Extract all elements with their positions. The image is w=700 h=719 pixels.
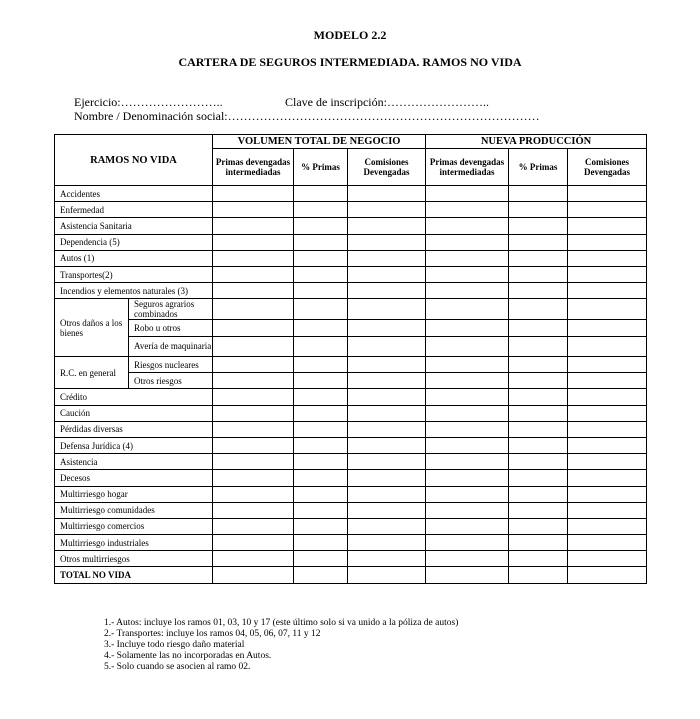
cell[interactable]	[213, 202, 294, 218]
row-label: Pérdidas diversas	[55, 421, 213, 437]
cell[interactable]	[568, 320, 647, 336]
cell[interactable]	[294, 283, 348, 299]
col-pct-header: % Primas	[509, 149, 568, 186]
cell[interactable]	[426, 389, 509, 405]
cell[interactable]	[348, 320, 426, 336]
cell[interactable]	[213, 186, 294, 202]
cell[interactable]	[348, 202, 426, 218]
cell[interactable]	[568, 299, 647, 320]
cell[interactable]	[568, 502, 647, 518]
row-label: Defensa Jurídica (4)	[55, 437, 213, 453]
cell[interactable]	[509, 421, 568, 437]
ejercicio-field: Ejercicio:……………………..	[74, 95, 223, 109]
cell[interactable]	[348, 283, 426, 299]
cell[interactable]	[294, 357, 348, 373]
table-row	[55, 234, 647, 250]
cell[interactable]	[568, 535, 647, 551]
row-label: Accidentes	[55, 186, 213, 202]
cell[interactable]	[426, 218, 509, 234]
footnote: 1.- Autos: incluye los ramos 01, 03, 10 y 17 (este último solo si va unido a la póliza de autos)	[104, 618, 459, 628]
cell[interactable]	[426, 202, 509, 218]
cell[interactable]	[568, 357, 647, 373]
row-label: Caución	[55, 405, 213, 421]
cell[interactable]	[348, 454, 426, 470]
cell[interactable]	[426, 320, 509, 336]
table-row	[55, 502, 647, 518]
cell[interactable]	[348, 266, 426, 282]
cell[interactable]	[213, 336, 294, 357]
cell[interactable]	[568, 454, 647, 470]
table-row	[55, 373, 647, 389]
table-row	[55, 535, 647, 551]
cell[interactable]	[213, 299, 294, 320]
cell[interactable]	[509, 518, 568, 534]
cell[interactable]	[426, 186, 509, 202]
row-label: TOTAL NO VIDA	[55, 567, 213, 583]
cell[interactable]	[426, 567, 509, 583]
table-row	[55, 250, 647, 266]
cell[interactable]	[509, 336, 568, 357]
nueva-produccion-header: NUEVA PRODUCCIÓN	[426, 135, 647, 149]
cell[interactable]	[213, 567, 294, 583]
cell[interactable]	[294, 389, 348, 405]
page-subtitle: CARTERA DE SEGUROS INTERMEDIADA. RAMOS NO VIDA	[178, 55, 522, 69]
table-row	[55, 320, 647, 336]
table-row	[55, 470, 647, 486]
cell[interactable]	[426, 299, 509, 320]
cell[interactable]	[348, 234, 426, 250]
cell[interactable]	[213, 405, 294, 421]
ramos-header: RAMOS NO VIDA	[55, 135, 213, 186]
cell[interactable]	[348, 421, 426, 437]
row-label: Transportes(2)	[55, 266, 213, 282]
cell[interactable]	[348, 502, 426, 518]
cell[interactable]	[509, 357, 568, 373]
cell[interactable]	[426, 373, 509, 389]
cell[interactable]	[509, 373, 568, 389]
col-primas-header: Primas devengadas intermediadas	[426, 149, 509, 186]
table-row	[55, 421, 647, 437]
row-label: Enfermedad	[55, 202, 213, 218]
cell[interactable]	[509, 320, 568, 336]
cell[interactable]	[213, 502, 294, 518]
group-label: R.C. en general	[55, 357, 129, 389]
cell[interactable]	[509, 283, 568, 299]
table-row	[55, 454, 647, 470]
cell[interactable]	[509, 567, 568, 583]
cell[interactable]	[213, 373, 294, 389]
table-row	[55, 437, 647, 453]
cell[interactable]	[426, 283, 509, 299]
cell[interactable]	[213, 234, 294, 250]
row-label: Multirriesgo industriales	[55, 535, 213, 551]
cell[interactable]	[294, 373, 348, 389]
cell[interactable]	[348, 551, 426, 567]
cell[interactable]	[348, 437, 426, 453]
page-title: MODELO 2.2	[313, 28, 387, 42]
cell[interactable]	[509, 454, 568, 470]
volumen-total-header: VOLUMEN TOTAL DE NEGOCIO	[213, 135, 426, 149]
cell[interactable]	[213, 437, 294, 453]
cell[interactable]	[509, 186, 568, 202]
cell[interactable]	[568, 234, 647, 250]
cell[interactable]	[294, 421, 348, 437]
cell[interactable]	[348, 357, 426, 373]
cell[interactable]	[568, 266, 647, 282]
total-row	[55, 567, 647, 583]
cell[interactable]	[426, 266, 509, 282]
footnote: 5.- Solo cuando se asocien al ramo 02.	[104, 662, 251, 672]
cell[interactable]	[509, 405, 568, 421]
cell[interactable]	[568, 551, 647, 567]
cell[interactable]	[426, 437, 509, 453]
cell[interactable]	[213, 389, 294, 405]
cell[interactable]	[568, 389, 647, 405]
cell[interactable]	[509, 470, 568, 486]
cell[interactable]	[426, 421, 509, 437]
table-row	[55, 486, 647, 502]
row-label: Autos (1)	[55, 250, 213, 266]
cell[interactable]	[213, 518, 294, 534]
row-label: Asistencia Sanitaria	[55, 218, 213, 234]
col-comisiones-header: Comisiones Devengadas	[348, 149, 426, 186]
footnote: 2.- Transportes: incluye los ramos 04, 05, 06, 07, 11 y 12	[104, 629, 321, 639]
cell[interactable]	[426, 454, 509, 470]
table-row	[55, 299, 647, 320]
row-label: Crédito	[55, 389, 213, 405]
cell[interactable]	[294, 186, 348, 202]
cell[interactable]	[426, 234, 509, 250]
cell[interactable]	[213, 320, 294, 336]
cell[interactable]	[426, 336, 509, 357]
cell[interactable]	[348, 518, 426, 534]
cell[interactable]	[426, 405, 509, 421]
row-label: Robo u otros	[129, 320, 213, 336]
cell[interactable]	[213, 421, 294, 437]
table-row	[55, 551, 647, 567]
cell[interactable]	[509, 266, 568, 282]
cell[interactable]	[568, 518, 647, 534]
table-row	[55, 186, 647, 202]
cell[interactable]	[348, 405, 426, 421]
cell[interactable]	[213, 283, 294, 299]
group-label: Otros daños a los bienes	[55, 299, 129, 357]
cell[interactable]	[294, 437, 348, 453]
clave-inscripcion-field: Clave de inscripción:……………………..	[285, 95, 489, 109]
row-label: Otros riesgos	[129, 373, 213, 389]
col-comisiones-header: Comisiones Devengadas	[568, 149, 647, 186]
cell[interactable]	[348, 250, 426, 266]
row-label: Otros multirriesgos	[55, 551, 213, 567]
row-label: Riesgos nucleares	[129, 357, 213, 373]
cell[interactable]	[426, 250, 509, 266]
ramos-no-vida-table	[54, 134, 647, 584]
cell[interactable]	[294, 502, 348, 518]
cell[interactable]	[568, 336, 647, 357]
table-row	[55, 202, 647, 218]
cell[interactable]	[348, 186, 426, 202]
cell[interactable]	[294, 470, 348, 486]
cell[interactable]	[348, 486, 426, 502]
table-row	[55, 266, 647, 282]
cell[interactable]	[348, 470, 426, 486]
cell[interactable]	[213, 218, 294, 234]
footnote: 4.- Solamente las no incorporadas en Autos.	[104, 651, 272, 661]
cell[interactable]	[426, 502, 509, 518]
cell[interactable]	[568, 437, 647, 453]
cell[interactable]	[426, 357, 509, 373]
col-primas-header: Primas devengadas intermediadas	[213, 149, 294, 186]
footnote: 3.- Incluye todo riesgo daño material	[104, 640, 245, 650]
cell[interactable]	[294, 405, 348, 421]
cell[interactable]	[348, 567, 426, 583]
cell[interactable]	[426, 486, 509, 502]
cell[interactable]	[568, 202, 647, 218]
cell[interactable]	[568, 373, 647, 389]
cell[interactable]	[213, 535, 294, 551]
cell[interactable]	[213, 470, 294, 486]
cell[interactable]	[509, 299, 568, 320]
cell[interactable]	[568, 186, 647, 202]
cell[interactable]	[348, 218, 426, 234]
table-row	[55, 357, 647, 373]
cell[interactable]	[348, 389, 426, 405]
cell[interactable]	[568, 250, 647, 266]
table-row	[55, 218, 647, 234]
cell[interactable]	[294, 336, 348, 357]
cell[interactable]	[568, 421, 647, 437]
cell[interactable]	[294, 454, 348, 470]
cell[interactable]	[348, 299, 426, 320]
cell[interactable]	[509, 551, 568, 567]
cell[interactable]	[213, 266, 294, 282]
cell[interactable]	[509, 486, 568, 502]
cell[interactable]	[294, 234, 348, 250]
cell[interactable]	[568, 283, 647, 299]
cell[interactable]	[426, 518, 509, 534]
cell[interactable]	[509, 234, 568, 250]
table-row	[55, 518, 647, 534]
cell[interactable]	[426, 551, 509, 567]
cell[interactable]	[213, 357, 294, 373]
cell[interactable]	[294, 486, 348, 502]
cell[interactable]	[294, 567, 348, 583]
row-label: Asistencia	[55, 454, 213, 470]
row-label: Seguros agrarios combinados	[129, 299, 213, 320]
table-row	[55, 283, 647, 299]
cell[interactable]	[509, 502, 568, 518]
row-label: Incendios y elementos naturales (3)	[55, 283, 213, 299]
table-row	[55, 405, 647, 421]
cell[interactable]	[294, 202, 348, 218]
row-label: Multirriesgo comercios	[55, 518, 213, 534]
row-label: Dependencia (5)	[55, 234, 213, 250]
cell[interactable]	[509, 202, 568, 218]
row-label: Multirriesgo comunidades	[55, 502, 213, 518]
cell[interactable]	[568, 470, 647, 486]
cell[interactable]	[509, 218, 568, 234]
cell[interactable]	[509, 250, 568, 266]
footnotes	[104, 618, 458, 673]
cell[interactable]	[348, 373, 426, 389]
cell[interactable]	[509, 437, 568, 453]
cell[interactable]	[509, 389, 568, 405]
cell[interactable]	[568, 405, 647, 421]
cell[interactable]	[213, 454, 294, 470]
row-label: Multirriesgo hogar	[55, 486, 213, 502]
col-pct-header: % Primas	[294, 149, 348, 186]
cell[interactable]	[568, 486, 647, 502]
cell[interactable]	[294, 518, 348, 534]
cell[interactable]	[348, 336, 426, 357]
cell[interactable]	[294, 250, 348, 266]
cell[interactable]	[509, 535, 568, 551]
table-row	[55, 336, 647, 357]
cell[interactable]	[294, 266, 348, 282]
cell[interactable]	[426, 470, 509, 486]
cell[interactable]	[294, 218, 348, 234]
row-label: Decesos	[55, 470, 213, 486]
cell[interactable]	[213, 486, 294, 502]
row-label: Avería de maquinaria	[129, 336, 213, 357]
table-row	[55, 389, 647, 405]
cell[interactable]	[568, 218, 647, 234]
cell[interactable]	[348, 535, 426, 551]
nombre-field: Nombre / Denominación social:……………………………………………………………………	[74, 109, 540, 123]
cell[interactable]	[426, 535, 509, 551]
cell[interactable]	[213, 551, 294, 567]
cell[interactable]	[294, 320, 348, 336]
cell[interactable]	[213, 250, 294, 266]
cell[interactable]	[294, 551, 348, 567]
cell[interactable]	[568, 567, 647, 583]
cell[interactable]	[294, 299, 348, 320]
cell[interactable]	[294, 535, 348, 551]
